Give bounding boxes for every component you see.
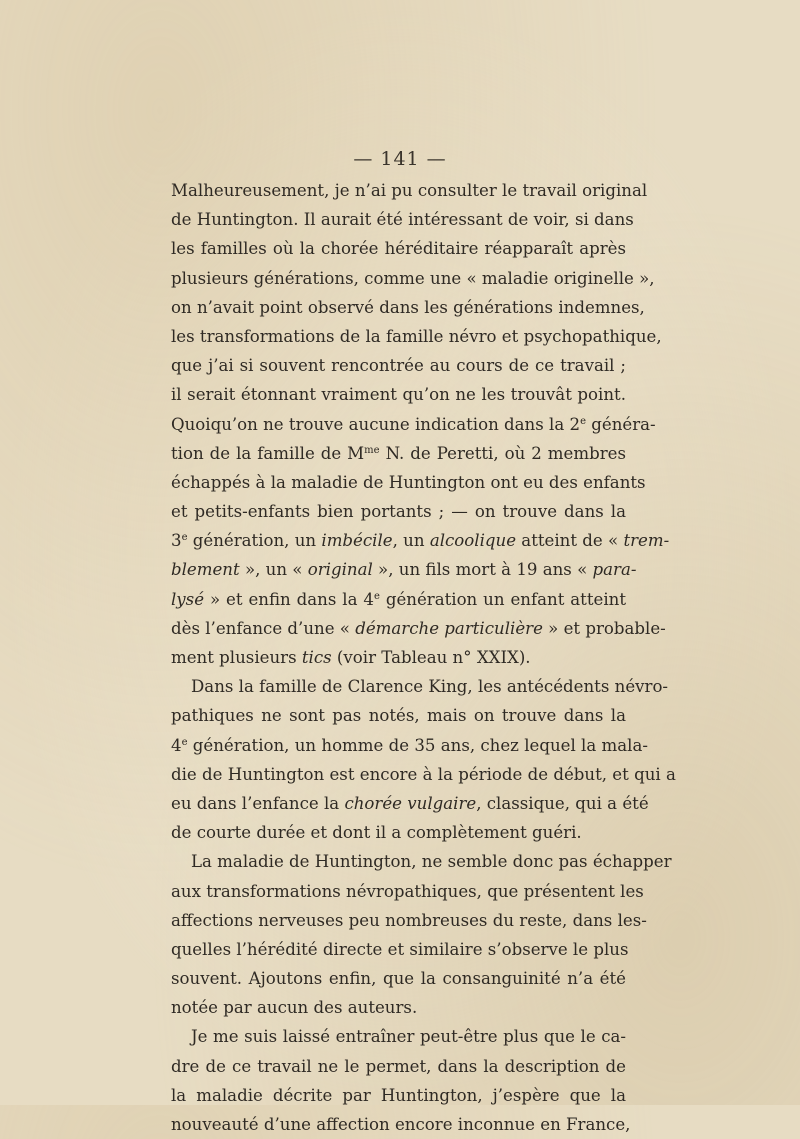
body-text: [171, 176, 676, 1139]
text-line: plusieurs générations, comme une « maladie originelle »,: [171, 268, 655, 288]
text-line: blement », un « original », un fils mort à 19 ans « para-: [171, 560, 637, 580]
text-line: notée par aucun des auteurs.: [171, 998, 418, 1018]
text-line: aux transformations névropathiques, que présentent les: [171, 881, 644, 901]
text-line: de courte durée et dont il a complètement guéri.: [171, 823, 582, 843]
text-line: pathiques ne sont pas notés, mais on trouve dans la: [171, 706, 626, 726]
page-number: — 141 —: [353, 148, 447, 170]
text-line: dre de ce travail ne le permet, dans la description de: [171, 1056, 626, 1076]
text-line: La maladie de Huntington, ne semble donc pas échapper: [191, 852, 672, 872]
text-line: la maladie décrite par Huntington, j’espère que la: [171, 1085, 626, 1105]
text-line: die de Huntington est encore à la période de début, et qui a: [171, 764, 676, 784]
text-line: de Huntington. Il aurait été intéressant de voir, si dans: [171, 210, 634, 230]
text-line: nouveauté d’une affection encore inconnue en France,: [171, 1115, 631, 1134]
text-line: eu dans l’enfance la chorée vulgaire, classique, qui a été: [171, 793, 649, 813]
text-line: les transformations de la famille névro et psychopathique,: [171, 326, 662, 346]
text-line: Malheureusement, je n’ai pu consulter le travail original: [171, 181, 648, 200]
paragraph: [171, 672, 676, 847]
text-line: on n’avait point observé dans les générations indemnes,: [171, 297, 645, 317]
paragraph: [171, 1022, 631, 1139]
paragraph: [171, 847, 672, 1022]
text-line: lysé » et enfin dans la 4e génération un enfant atteint: [171, 589, 627, 609]
text-line: affections nerveuses peu nombreuses du reste, dans les-: [171, 910, 647, 930]
text-line: que j’ai si souvent rencontrée au cours de ce travail ;: [171, 356, 626, 376]
text-line: et petits-enfants bien portants ; — on trouve dans la: [171, 502, 626, 522]
text-line: quelles l’hérédité directe et similaire s’observe le plus: [171, 939, 629, 959]
text-line: échappés à la maladie de Huntington ont eu des enfants: [171, 472, 646, 492]
text-line: Je me suis laissé entraîner peut-être plus que le ca-: [191, 1027, 626, 1047]
text-line: ment plusieurs tics (voir Tableau n° XXIX).: [171, 648, 531, 667]
text-line: 3e génération, un imbécile, un alcoolique atteint de « trem-: [171, 531, 670, 551]
text-line: tion de la famille de $M^{me}$ N. de Peretti, où 2 membres: [171, 443, 626, 463]
text-line: souvent. Ajoutons enfin, que la consanguinité n’a été: [171, 969, 626, 989]
paragraph: [171, 176, 670, 672]
text-line: les familles où la chorée héréditaire réapparaît après: [171, 239, 626, 259]
text-line: dès l’enfance d’une « démarche particulière » et probable-: [171, 618, 666, 638]
text-line: 4e génération, un homme de 35 ans, chez lequel la mala-: [171, 735, 648, 755]
text-line: Dans la famille de Clarence King, les antécédents névro-: [191, 677, 669, 697]
text-line: Quoiqu’on ne trouve aucune indication dans la 2e généra-: [171, 414, 656, 434]
text-line: il serait étonnant vraiment qu’on ne les trouvât point.: [171, 385, 626, 405]
